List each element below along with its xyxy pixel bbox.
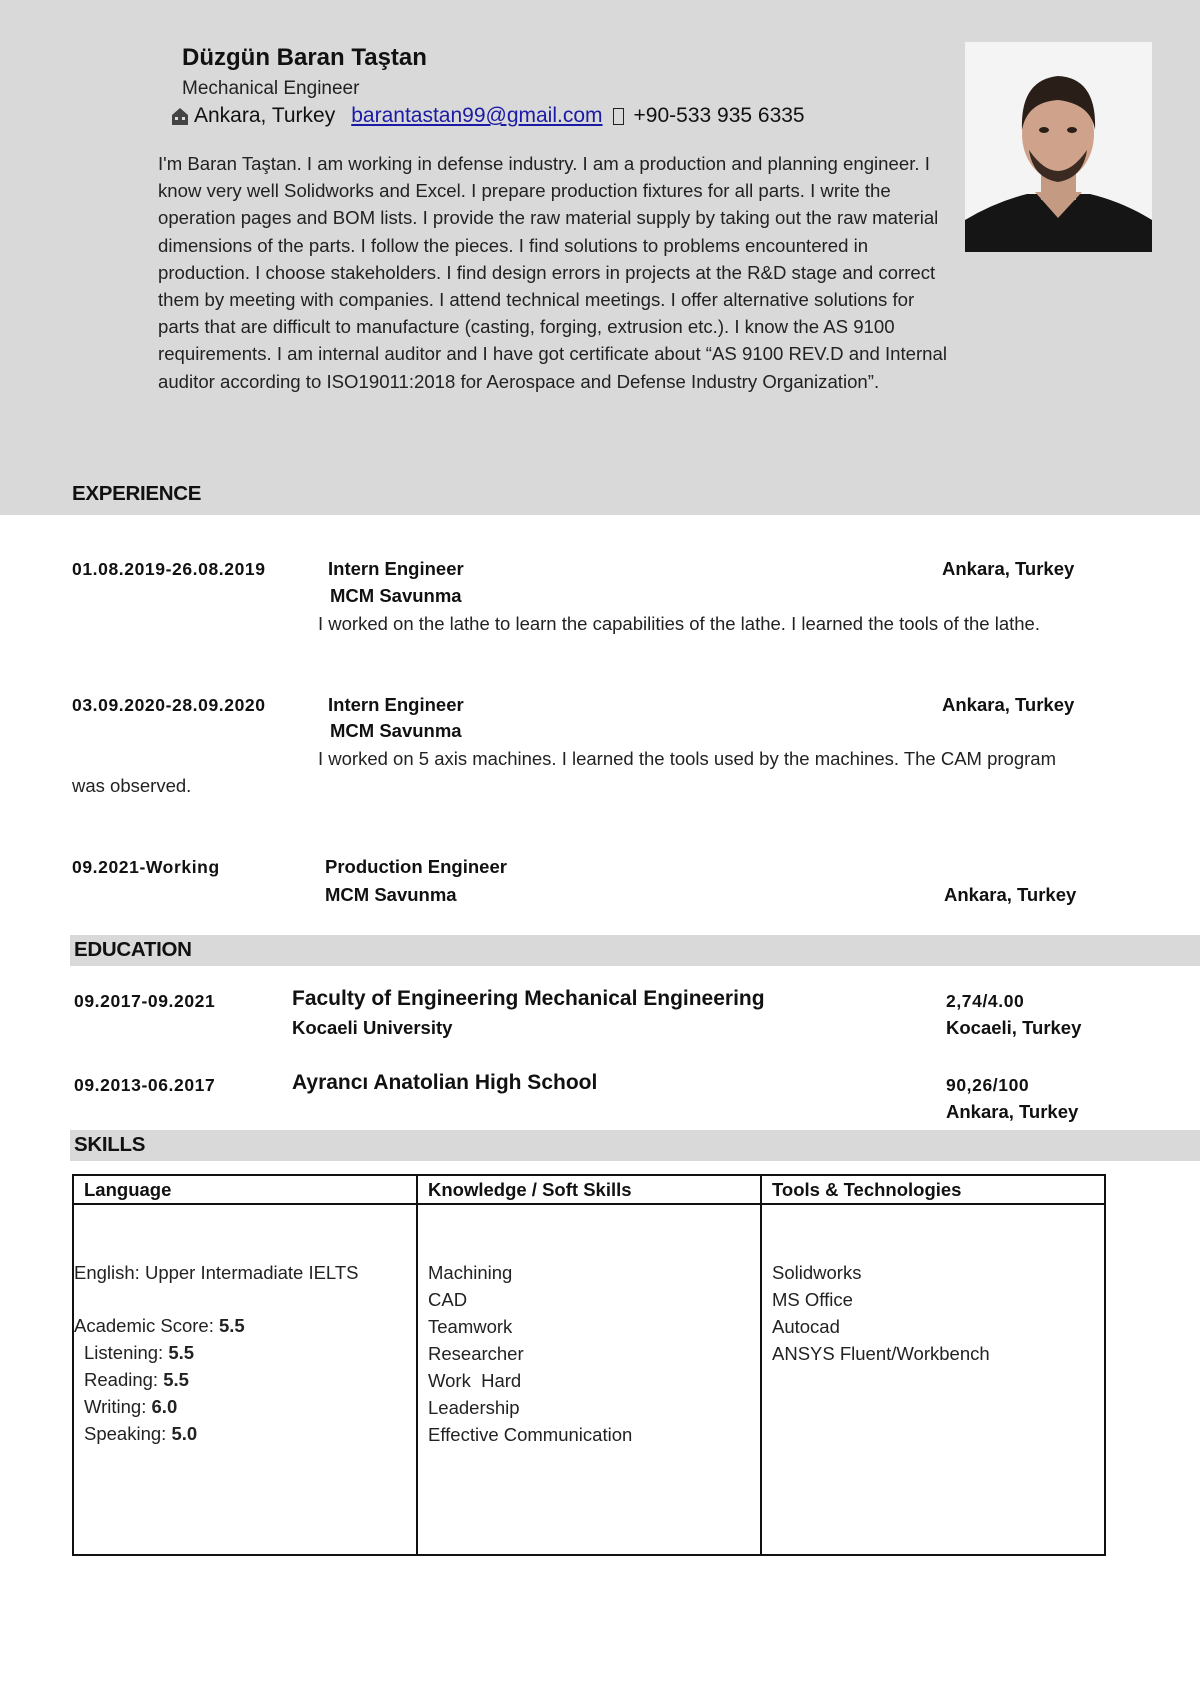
- language-column-header: Language: [74, 1176, 416, 1205]
- list-item: Leadership: [428, 1397, 520, 1418]
- list-item: Work Hard: [428, 1370, 522, 1391]
- tools-column: [762, 1176, 1104, 1554]
- experience-date: 03.09.2020-28.09.2020: [72, 695, 266, 715]
- tools-list: [772, 1259, 990, 1367]
- writing-score: Writing: 6.0: [84, 1396, 178, 1417]
- email-link[interactable]: barantastan99@gmail.com: [351, 104, 603, 127]
- experience-role: Production Engineer: [325, 856, 507, 877]
- education-grade: 90,26/100: [946, 1075, 1030, 1095]
- reading-score: Reading: 5.5: [84, 1369, 189, 1390]
- language-list: [74, 1259, 359, 1447]
- language-column: [74, 1176, 418, 1554]
- experience-role: Intern Engineer: [328, 694, 464, 715]
- experience-description: I worked on 5 axis machines. I learned the tools used by the machines. The CAM program: [318, 748, 1056, 769]
- experience-description-cont: was observed.: [72, 775, 192, 796]
- list-item: Autocad: [772, 1316, 840, 1337]
- tools-column-header: Tools & Technologies: [762, 1176, 1104, 1205]
- profile-summary: I'm Baran Taştan. I am working in defense industry. I am a production and planning engineer. I know very well Solidworks and Excel. I prepare production fixtures for all parts. I write the operation pages and BOM lists. I provide the raw material supply by taking out the raw material dimensions of the parts. I follow the pieces. I find solutions to problems encountered in production. I choose stakeholders. I find design errors in projects at the R&D stage and correct them by meeting with companies. I attend technical meetings. I offer alternative solutions for parts that are difficult to manufacture (casting, forging, extrusion etc.). I know the AS 9100 requirements. I am internal auditor and I have got certificate about “AS 9100 REV.D and Internal auditor according to ISO19011:2018 for Aerospace and Defense Industry Organization”.: [158, 153, 947, 392]
- skills-heading: SKILLS: [74, 1133, 146, 1156]
- experience-company: MCM Savunma: [330, 585, 462, 606]
- education-date: 09.2013-06.2017: [74, 1075, 216, 1095]
- skills-band: [70, 1130, 1200, 1161]
- education-heading: EDUCATION: [74, 938, 192, 961]
- list-item: Machining: [428, 1262, 513, 1283]
- location-text: Ankara, Turkey: [194, 104, 336, 127]
- list-item: MS Office: [772, 1289, 853, 1310]
- list-item: Researcher: [428, 1343, 524, 1364]
- knowledge-list: [428, 1259, 632, 1448]
- education-degree: Ayrancı Anatolian High School: [292, 1071, 598, 1094]
- experience-location: Ankara, Turkey: [942, 694, 1075, 715]
- candidate-name: Düzgün Baran Taştan: [182, 44, 427, 71]
- list-item: Solidworks: [772, 1262, 862, 1283]
- listening-score: Listening: 5.5: [84, 1342, 195, 1363]
- experience-description: I worked on the lathe to learn the capabilities of the lathe. I learned the tools of the lathe.: [318, 613, 1040, 634]
- phone-icon: [613, 108, 624, 125]
- experience-company: MCM Savunma: [330, 720, 462, 741]
- experience-location: Ankara, Turkey: [942, 558, 1075, 579]
- english-level: English: Upper Intermadiate IELTS: [74, 1262, 359, 1283]
- experience-heading: EXPERIENCE: [72, 482, 202, 505]
- education-grade: 2,74/4.00: [946, 991, 1025, 1011]
- speaking-score: Speaking: 5.0: [84, 1423, 198, 1444]
- knowledge-column-header: Knowledge / Soft Skills: [418, 1176, 760, 1205]
- education-degree: Faculty of Engineering Mechanical Engineering: [292, 987, 765, 1010]
- experience-role: Intern Engineer: [328, 558, 464, 579]
- list-item: Teamwork: [428, 1316, 513, 1337]
- knowledge-column: [418, 1176, 762, 1554]
- skills-table: [72, 1174, 1106, 1556]
- experience-date: 09.2021-Working: [72, 857, 220, 877]
- education-school: Kocaeli University: [292, 1017, 453, 1038]
- profile-photo: [965, 42, 1152, 252]
- home-icon: [170, 105, 190, 127]
- experience-location: Ankara, Turkey: [944, 884, 1077, 905]
- list-item: ANSYS Fluent/Workbench: [772, 1343, 990, 1364]
- academic-score: Academic Score: 5.5: [74, 1315, 245, 1336]
- education-location: Kocaeli, Turkey: [946, 1017, 1082, 1038]
- education-location: Ankara, Turkey: [946, 1101, 1079, 1122]
- experience-date: 01.08.2019-26.08.2019: [72, 559, 266, 579]
- list-item: CAD: [428, 1289, 468, 1310]
- list-item: Effective Communication: [428, 1424, 633, 1445]
- phone-text: +90-533 935 6335: [633, 104, 805, 127]
- education-band: [70, 935, 1200, 966]
- contact-line: [170, 104, 805, 128]
- education-date: 09.2017-09.2021: [74, 991, 216, 1011]
- experience-company: MCM Savunma: [325, 884, 457, 905]
- job-title: Mechanical Engineer: [182, 78, 360, 99]
